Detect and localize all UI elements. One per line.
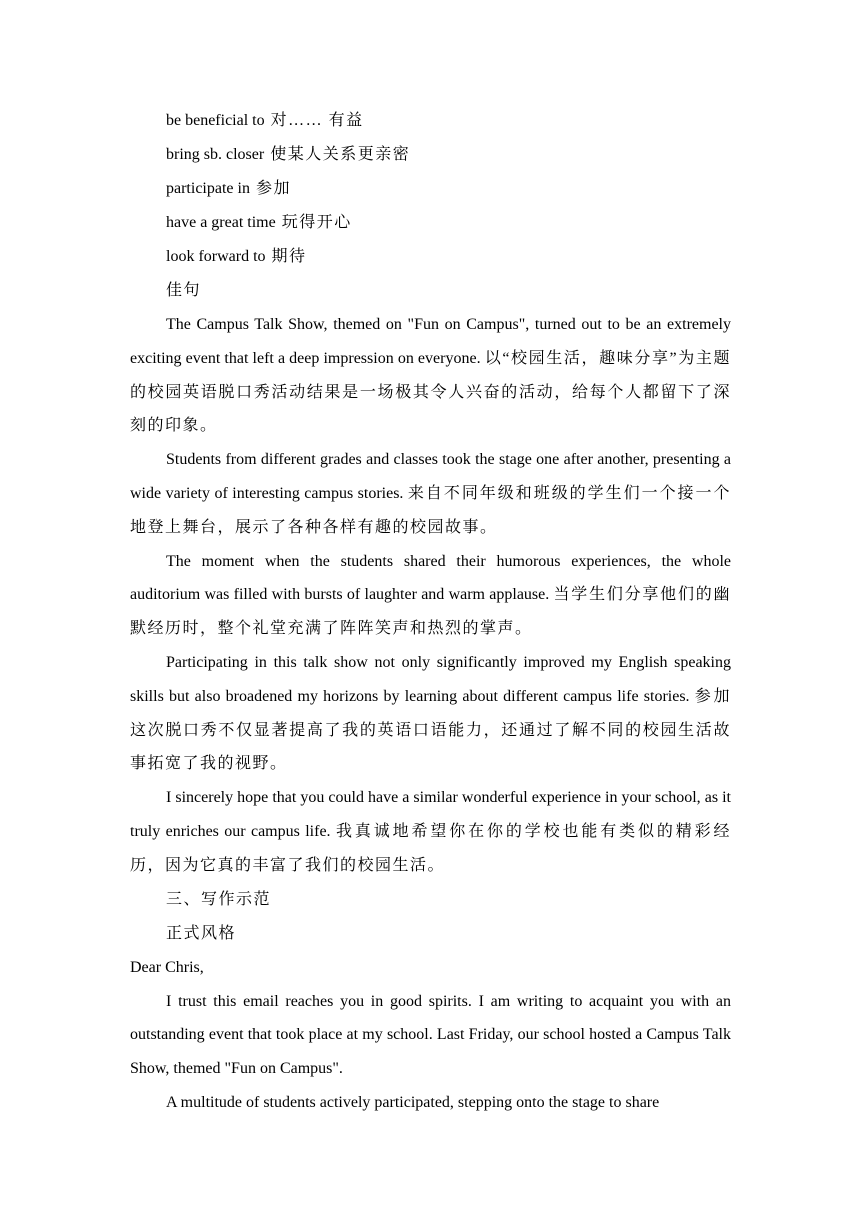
sentence-chinese: 当学生们分享他们的幽默经历时，整个礼堂充满了阵阵笑声和热烈的掌声。 (130, 586, 731, 638)
section-heading: 三、写作示范 (166, 890, 272, 908)
sentence-paragraph (130, 308, 731, 443)
sentence-paragraph (130, 443, 731, 544)
letter-salutation: Dear Chris, (130, 958, 204, 976)
style-heading: 正式风格 (166, 924, 237, 942)
sentence-list (130, 308, 731, 883)
document-page (130, 104, 731, 1120)
good-sentences-heading: 佳句 (166, 282, 202, 299)
sentence-chinese: 以“校园生活，趣味分享”为主题的校园英语脱口秀活动结果是一场极其令人兴奋的活动，给每个人都留下了深刻的印象。 (130, 349, 732, 435)
letter-paragraph: A multitude of students actively participated, stepping onto the stage to share (166, 1093, 660, 1111)
phrase-chinese: 期待 (271, 248, 307, 265)
sentence-paragraph (130, 646, 731, 781)
phrase-chinese: 参加 (255, 180, 291, 197)
sentence-english: Participating in this talk show not only significantly improved my English speaking skills but also broadened my horizons by learning about different campus life stories. (130, 653, 731, 705)
phrase-item (130, 172, 731, 206)
sentence-paragraph (130, 781, 731, 882)
sentence-chinese: 参加这次脱口秀不仅显著提高了我的英语口语能力，还通过了解不同的校园生活故事拓宽了我的视野。 (130, 687, 731, 773)
phrase-english: look forward to (166, 248, 266, 265)
sentence-paragraph (130, 545, 731, 646)
sentence-english: Students from different grades and classes took the stage one after another, presenting a wide variety of interesting campus stories. (130, 451, 731, 502)
sentence-english: I sincerely hope that you could have a similar wonderful experience in your school, as it truly enriches our campus life. (130, 789, 731, 840)
phrase-english: have a great time (166, 214, 276, 231)
phrase-item (130, 240, 731, 274)
phrase-chinese: 玩得开心 (281, 214, 352, 231)
phrase-english: bring sb. closer (166, 146, 265, 163)
sentence-chinese: 来自不同年级和班级的学生们一个接一个地登上舞台，展示了各种各样有趣的校园故事。 (130, 484, 731, 536)
sentence-chinese: 我真诚地希望你在你的学校也能有类似的精彩经历，因为它真的丰富了我们的校园生活。 (130, 822, 732, 874)
sentence-english: The Campus Talk Show, themed on "Fun on Campus", turned out to be an extremely exciting event that left a deep impression on everyone. (130, 316, 731, 367)
letter-paragraph: I trust this email reaches you in good spirits. I am writing to acquaint you with an outstanding event that took place at my school. Last Friday, our school hosted a Campus Talk Show, themed "Fun on Campus". (130, 992, 731, 1078)
phrase-chinese: 对…… 有益 (270, 112, 364, 129)
phrase-item (130, 104, 731, 138)
phrase-item (130, 138, 731, 172)
phrase-list (130, 104, 731, 274)
phrase-chinese: 使某人关系更亲密 (270, 146, 411, 163)
phrase-item (130, 206, 731, 240)
sentence-english: The moment when the students shared their humorous experiences, the whole auditorium was filled with bursts of laughter and warm applause. (130, 552, 731, 604)
phrase-english: participate in (166, 180, 250, 197)
phrase-english: be beneficial to (166, 112, 265, 129)
